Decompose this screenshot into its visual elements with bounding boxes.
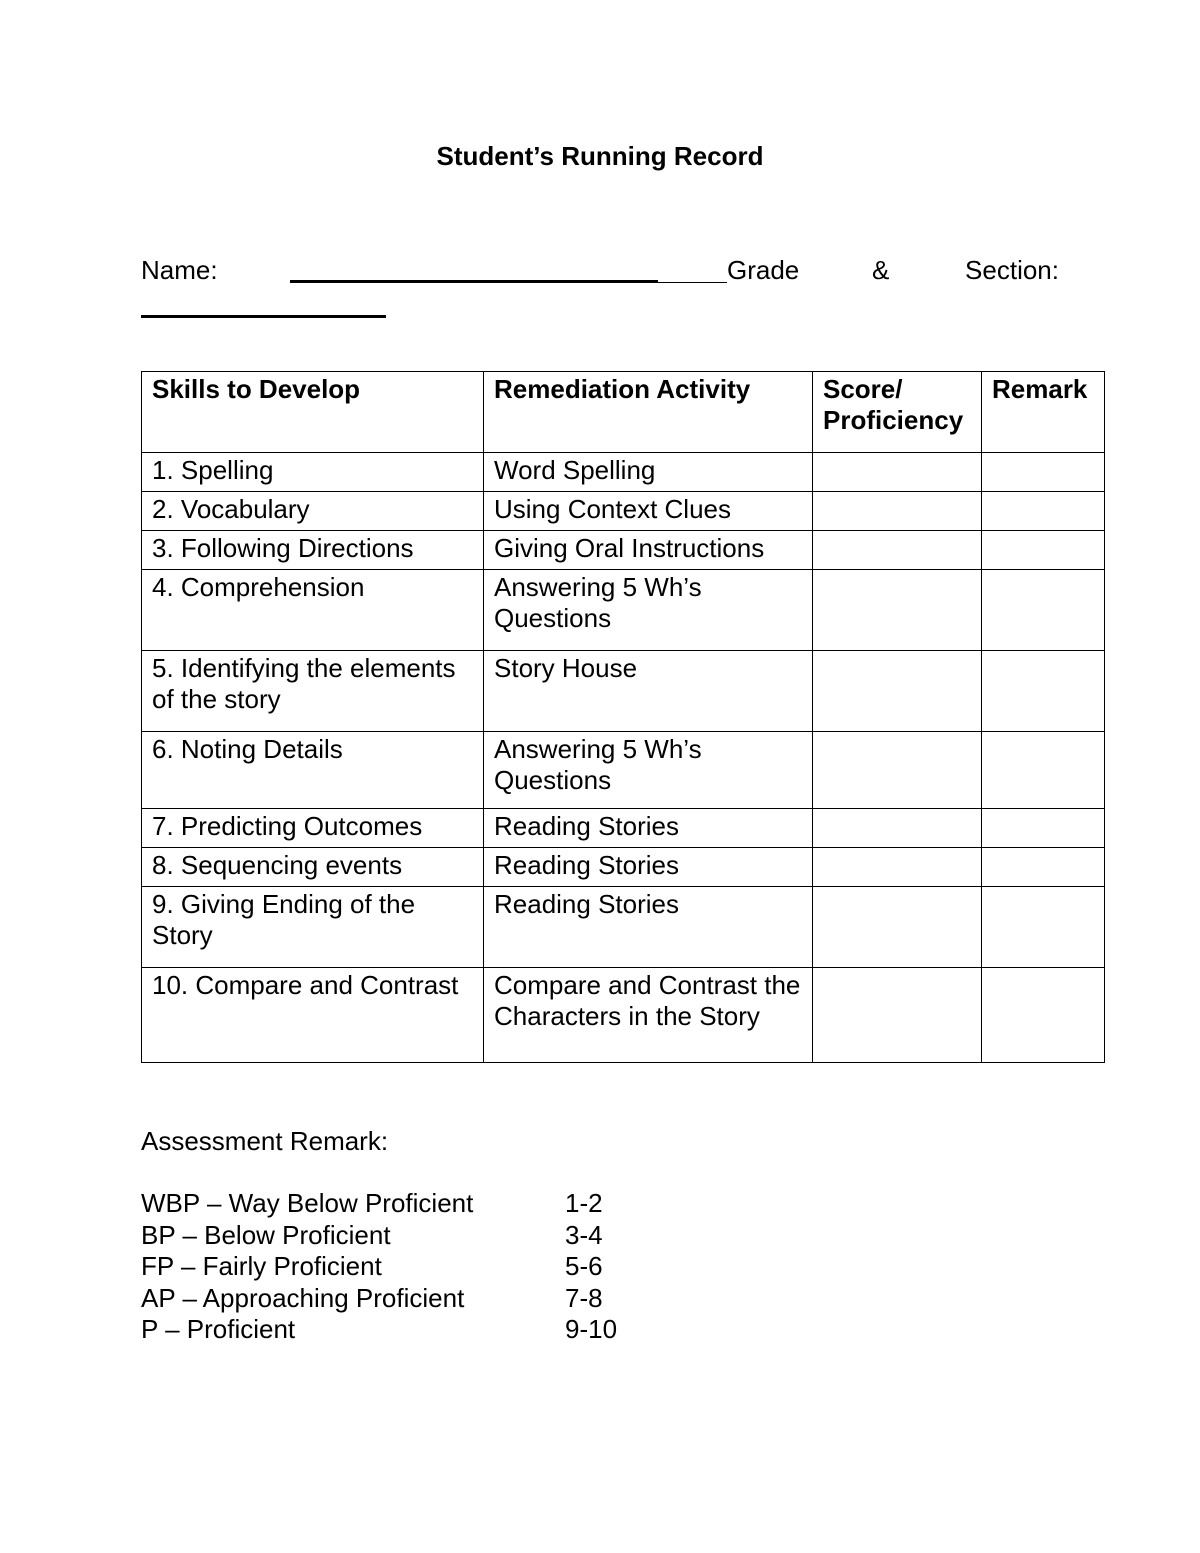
name-blank-line	[290, 280, 658, 283]
skill-cell: 5. Identifying the elements of the story	[142, 651, 484, 732]
scale-row	[141, 1314, 701, 1346]
scale-row	[141, 1251, 701, 1283]
running-record-table	[141, 371, 1105, 1063]
score-cell[interactable]	[813, 968, 982, 1063]
remark-cell[interactable]	[982, 453, 1105, 492]
header-remark: Remark	[982, 372, 1105, 453]
remark-cell[interactable]	[982, 848, 1105, 887]
skill-cell: 6. Noting Details	[142, 732, 484, 809]
header-score: Score/ Proficiency	[813, 372, 982, 453]
section-blank-line	[141, 315, 386, 318]
table-row	[142, 492, 1105, 531]
scale-label: FP – Fairly Proficient	[141, 1251, 382, 1281]
scale-range: 7-8	[565, 1282, 603, 1313]
name-blank-line-extension	[658, 282, 727, 283]
name-grade-section-line	[141, 255, 1059, 287]
activity-cell: Compare and Contrast the Characters in the Story	[484, 968, 813, 1063]
remark-cell[interactable]	[982, 887, 1105, 968]
skill-cell: 3. Following Directions	[142, 531, 484, 570]
skill-cell: 1. Spelling	[142, 453, 484, 492]
score-cell[interactable]	[813, 492, 982, 531]
score-cell[interactable]	[813, 887, 982, 968]
remark-cell[interactable]	[982, 732, 1105, 809]
score-cell[interactable]	[813, 453, 982, 492]
activity-cell: Reading Stories	[484, 887, 813, 968]
remark-cell[interactable]	[982, 651, 1105, 732]
scale-label: AP – Approaching Proficient	[141, 1282, 465, 1313]
activity-cell: Reading Stories	[484, 809, 813, 848]
activity-cell: Reading Stories	[484, 848, 813, 887]
table-row	[142, 453, 1105, 492]
skill-cell: 9. Giving Ending of the Story	[142, 887, 484, 968]
name-label: Name:	[141, 255, 218, 285]
table-row	[142, 651, 1105, 732]
table-row	[142, 848, 1105, 887]
table-header-row	[142, 372, 1105, 453]
table-row	[142, 570, 1105, 651]
page-title: Student’s Running Record	[436, 141, 764, 171]
skill-cell: 7. Predicting Outcomes	[142, 809, 484, 848]
remark-cell[interactable]	[982, 809, 1105, 848]
assessment-heading: Assessment Remark:	[141, 1126, 389, 1156]
activity-cell: Word Spelling	[484, 453, 813, 492]
activity-cell: Using Context Clues	[484, 492, 813, 531]
header-activity: Remediation Activity	[484, 372, 813, 453]
grade-label: Grade	[727, 255, 800, 285]
scale-row	[141, 1283, 701, 1315]
scale-range: 9-10	[565, 1314, 618, 1344]
remark-cell[interactable]	[982, 968, 1105, 1063]
score-cell[interactable]	[813, 570, 982, 651]
skill-cell: 8. Sequencing events	[142, 848, 484, 887]
proficiency-scale	[141, 1188, 701, 1346]
skill-cell: 10. Compare and Contrast	[142, 968, 484, 1063]
score-cell[interactable]	[813, 809, 982, 848]
ampersand: &	[872, 255, 890, 285]
remark-cell[interactable]	[982, 531, 1105, 570]
header-skills: Skills to Develop	[142, 372, 484, 453]
table-row	[142, 531, 1105, 570]
activity-cell: Giving Oral Instructions	[484, 531, 813, 570]
skill-cell: 4. Comprehension	[142, 570, 484, 651]
score-cell[interactable]	[813, 732, 982, 809]
skill-cell: 2. Vocabulary	[142, 492, 484, 531]
activity-cell: Answering 5 Wh’s Questions	[484, 732, 813, 809]
table-row	[142, 809, 1105, 848]
score-cell[interactable]	[813, 531, 982, 570]
remark-cell[interactable]	[982, 492, 1105, 531]
scale-row	[141, 1220, 701, 1252]
scale-label: BP – Below Proficient	[141, 1219, 391, 1250]
remark-cell[interactable]	[982, 570, 1105, 651]
scale-range: 1-2	[565, 1188, 603, 1218]
activity-cell: Answering 5 Wh’s Questions	[484, 570, 813, 651]
table-row	[142, 887, 1105, 968]
scale-range: 3-4	[565, 1219, 603, 1250]
table-row	[142, 732, 1105, 809]
score-cell[interactable]	[813, 651, 982, 732]
scale-label: P – Proficient	[141, 1314, 296, 1344]
table-row	[142, 968, 1105, 1063]
scale-range: 5-6	[565, 1251, 603, 1281]
activity-cell: Story House	[484, 651, 813, 732]
scale-row	[141, 1188, 701, 1220]
score-cell[interactable]	[813, 848, 982, 887]
section-label: Section:	[965, 255, 1059, 285]
scale-label: WBP – Way Below Proficient	[141, 1188, 474, 1218]
